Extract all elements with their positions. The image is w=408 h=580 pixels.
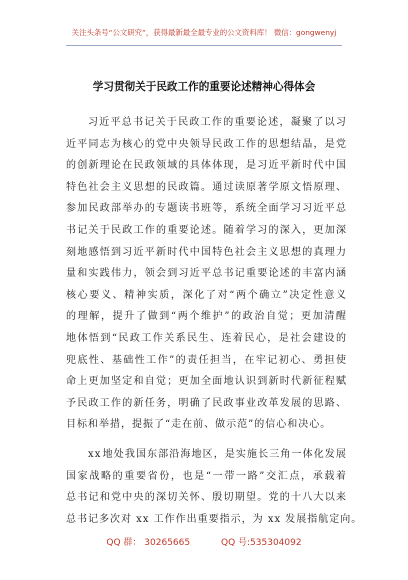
footer-qq-group: QQ 群： 30265665 [106, 538, 191, 548]
paragraph-line: 特 色 社 会 主 义 思 想 的 民 政 篇 。 通 过 读 原 著 学 原 文 悟 原 理 、 [66, 181, 346, 193]
paragraph-line: 目标和举措，提振了“走在前、做示范”的信心和决心。 [66, 419, 332, 431]
header-banner: 关注头条号“公文研究”，获得最新最全最专业的公文资料库！ 微信：gongwenyj [71, 28, 337, 37]
paragraph-line: 近 平 同 志 为 核 心 的 党 中 央 领 导 民 政 工 作 的 思 想 结 晶 ， 是 党 [66, 138, 346, 150]
paragraph-line: 兜 底 性 、 基 础 性 工 作 ” 的 责 任 担 当 ， 在 牢 记 初 心 、 勇 担 使 [66, 354, 346, 366]
paragraph-line: 予 民 政 工 作 的 新 任 务 ， 明 确 了 民 政 事 业 改 革 发 展 的 思 路 、 [66, 397, 346, 409]
paragraph-line: 的 理 解 ， 提 升 了 做 到 “ 两 个 维 护 ” 的 政 治 自 觉 ； 更 加 清 醒 [66, 311, 346, 323]
header-divider [66, 45, 342, 46]
paragraph-line: 书 记 关 于 民 政 工 作 的 重 要 论 述 。 随 着 学 习 的 深 入 ， 更 加 深 [66, 224, 346, 236]
footer-contact [0, 535, 408, 548]
paragraph-line: 命 上 更 加 坚 定 和 自 觉 ； 更 加 全 面 地 认 识 到 新 时 代 新 征 程 赋 [66, 376, 346, 388]
paragraph-line: x x 地 处 我 国 东 部 沿 海 地 区 ， 是 实 施 长 三 角 一 体 化 发 展 [88, 448, 346, 460]
paragraph-line: 国 家 战 略 的 重 要 省 份 ， 也 是 “ 一 带 一 路 ” 交 汇 点 ， 承 载 着 [66, 470, 346, 482]
paragraph-line: 总 书 记 和 党 中 央 的 深 切 关 怀 、 殷 切 期 望 。 党 的 十 八 大 以 来 [66, 492, 346, 504]
paragraph-gap [66, 436, 346, 444]
paragraph-line: 地 体 悟 到 “ 民 政 工 作 关 系 民 生 、 连 着 民 心 ， 是 社 会 建 设 的 [66, 332, 346, 344]
paragraph-line: 量 和 实 践 伟 力 ， 领 会 到 习 近 平 总 书 记 重 要 论 述 的 丰 富 内 涵 [66, 268, 346, 280]
document-body [66, 112, 363, 530]
paragraph-line: 总书记多次对 xx 工作作出重要指示，为 xx 发展指航定向。 [66, 513, 363, 525]
document-title: 学习贯彻关于民政工作的重要论述精神心得体会 [92, 81, 316, 93]
paragraph-line: 的 创 新 理 论 在 民 政 领 域 的 具 体 体 现 ， 是 习 近 平 新 时 代 中 国 [66, 160, 346, 172]
paragraph-line: 刻 地 感 悟 到 习 近 平 新 时 代 中 国 特 色 社 会 主 义 思 想 的 真 理 力 [66, 246, 346, 258]
paragraph-line: 参 加 民 政 部 举 办 的 专 题 读 书 班 等 ， 系 统 全 面 学 习 习 近 平 总 [66, 203, 346, 215]
paragraph-line: 核 心 要 义 、 精 神 实 质 ， 深 化 了 对 “ 两 个 确 立 ” 决 定 性 意 义 [66, 289, 346, 301]
footer-qq-number: QQ 号:535304092 [220, 538, 302, 548]
paragraph-line: 习 近 平 总 书 记 关 于 民 政 工 作 的 重 要 论 述 ， 凝 聚 了 以 习 [88, 117, 346, 128]
